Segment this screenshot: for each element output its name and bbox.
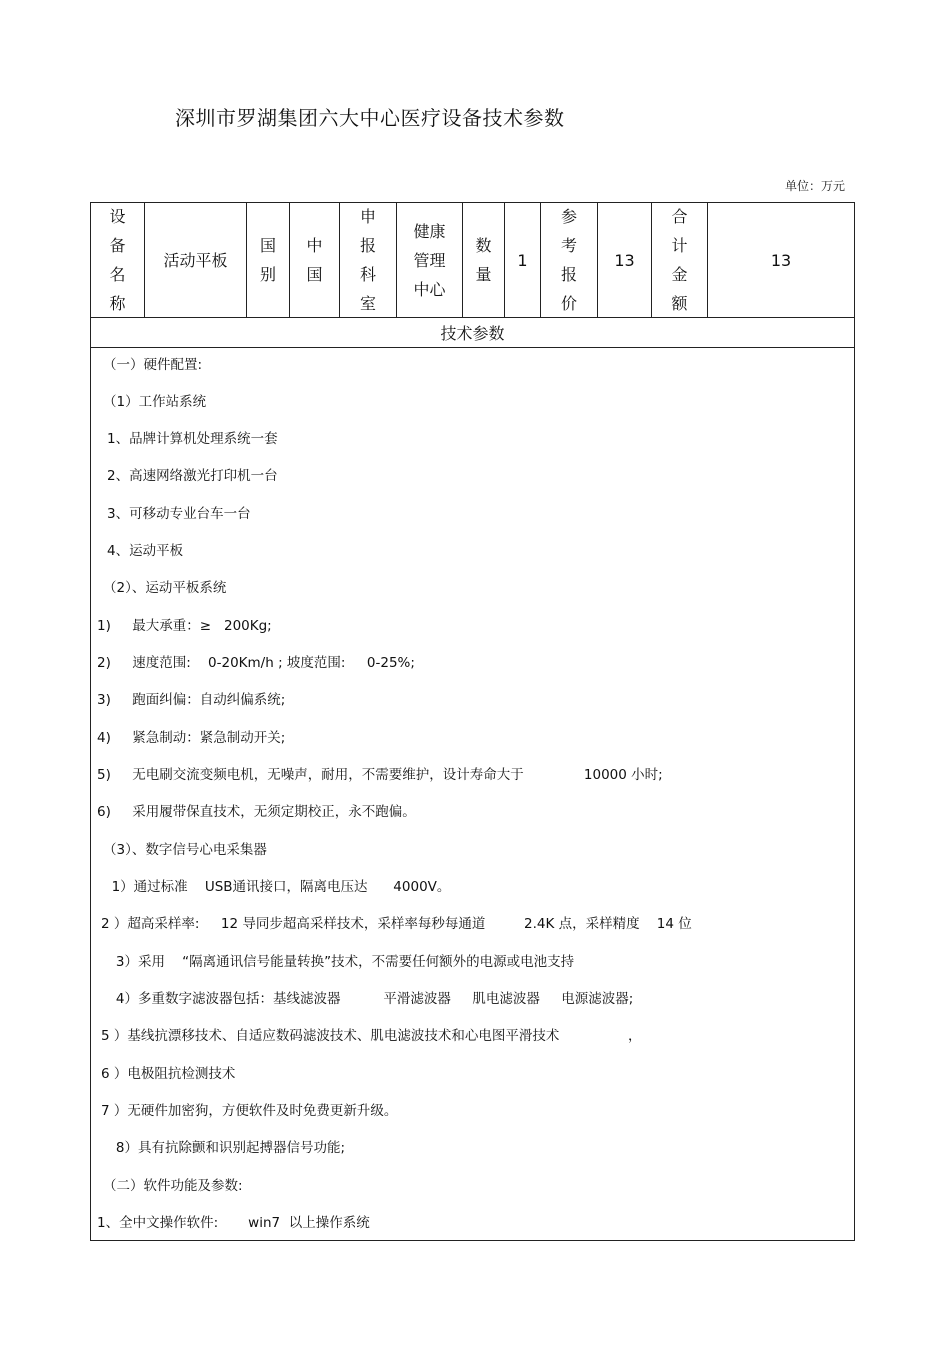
device-name: 活动平板 (163, 250, 228, 270)
spec-line: 4）多重数字滤波器包括：基线滤波器 平滑滤波器 肌电滤波器 电源滤波器; (103, 991, 634, 1007)
total-label: 合计金额 (671, 207, 688, 313)
unit-label: 单位：万元 (784, 179, 845, 193)
spec-line: 2 ）超高采样率: 12 导同步超高采样技术，采样率每秒每通道 2.4K 点，采样精度 14 位 (101, 916, 692, 932)
spec-line: （3）、数字信号心电采集器 (103, 842, 267, 858)
dept-label: 申报科室 (360, 207, 377, 313)
ref-price: 13 (614, 250, 635, 270)
ref-price-cell (598, 203, 652, 317)
spec-line: 1、全中文操作软件: win7 以上操作系统 (97, 1215, 370, 1231)
ref-price-label: 参考报价 (561, 207, 578, 313)
qty-cell (505, 203, 541, 317)
spec-line: （2）、运动平板系统 (103, 580, 227, 596)
section-title: 技术参数 (91, 318, 854, 348)
device-name-label: 设备名称 (109, 207, 126, 313)
spec-line: 1）通过标准 USB通讯接口，隔离电压达 4000V。 (103, 879, 451, 895)
qty: 1 (517, 250, 528, 270)
spec-line: 2) 速度范围: 0-20Km/h ; 坡度范围: 0-25%; (97, 655, 415, 671)
spec-line: 1) 最大承重：≥ 200Kg; (97, 618, 272, 634)
spec-line: 1、品牌计算机处理系统一套 (107, 431, 278, 447)
qty-label-cell (463, 203, 505, 317)
document-title: 深圳市罗湖集团六大中心医疗设备技术参数 (175, 106, 565, 130)
spec-line: 5) 无电刷交流变频电机，无噪声，耐用，不需要维护，设计寿命大于 10000 小时; (97, 767, 663, 783)
country-cell (290, 203, 340, 317)
spec-line: （一）硬件配置: (103, 357, 203, 373)
spec-line: 6) 采用履带保直技术，无须定期校正，永不跑偏。 (97, 804, 416, 820)
dept-cell (397, 203, 463, 317)
spec-line: 3）采用 “隔离通讯信号能量转换”技术，不需要任何额外的电源或电池支持 (103, 954, 575, 970)
ref-price-label-cell (541, 203, 598, 317)
spec-line: 4) 紧急制动：紧急制动开关; (97, 730, 286, 746)
spec-line: 4、运动平板 (107, 543, 184, 559)
spec-line: 6 ）电极阻抗检测技术 (101, 1066, 236, 1082)
spec-table (90, 202, 855, 1241)
country: 中国 (306, 236, 323, 284)
device-name-cell (145, 203, 247, 317)
spec-line: 3、可移动专业台车一台 (107, 506, 251, 522)
spec-line: 8）具有抗除颤和识别起搏器信号功能; (103, 1140, 346, 1156)
spec-line: 7 ）无硬件加密狗，方便软件及时免费更新升级。 (101, 1103, 398, 1119)
dept-label-cell (340, 203, 397, 317)
total-cell (708, 203, 854, 317)
dept: 健康管理中心 (413, 221, 446, 299)
header-row (91, 203, 854, 318)
country-label-cell (247, 203, 290, 317)
total-label-cell (652, 203, 708, 317)
qty-label: 数量 (475, 236, 492, 284)
country-label: 国别 (260, 236, 277, 284)
device-name-label-cell (91, 203, 145, 317)
spec-line: 5 ）基线抗漂移技术、自适应数码滤波技术、肌电滤波技术和心电图平滑技术 ， (101, 1028, 642, 1044)
total: 13 (770, 250, 792, 270)
spec-line: 3) 跑面纠偏：自动纠偏系统; (97, 692, 286, 708)
spec-line: 2、高速网络激光打印机一台 (107, 468, 278, 484)
spec-line: （1）工作站系统 (103, 394, 207, 410)
spec-line: （二）软件功能及参数: (103, 1178, 243, 1194)
